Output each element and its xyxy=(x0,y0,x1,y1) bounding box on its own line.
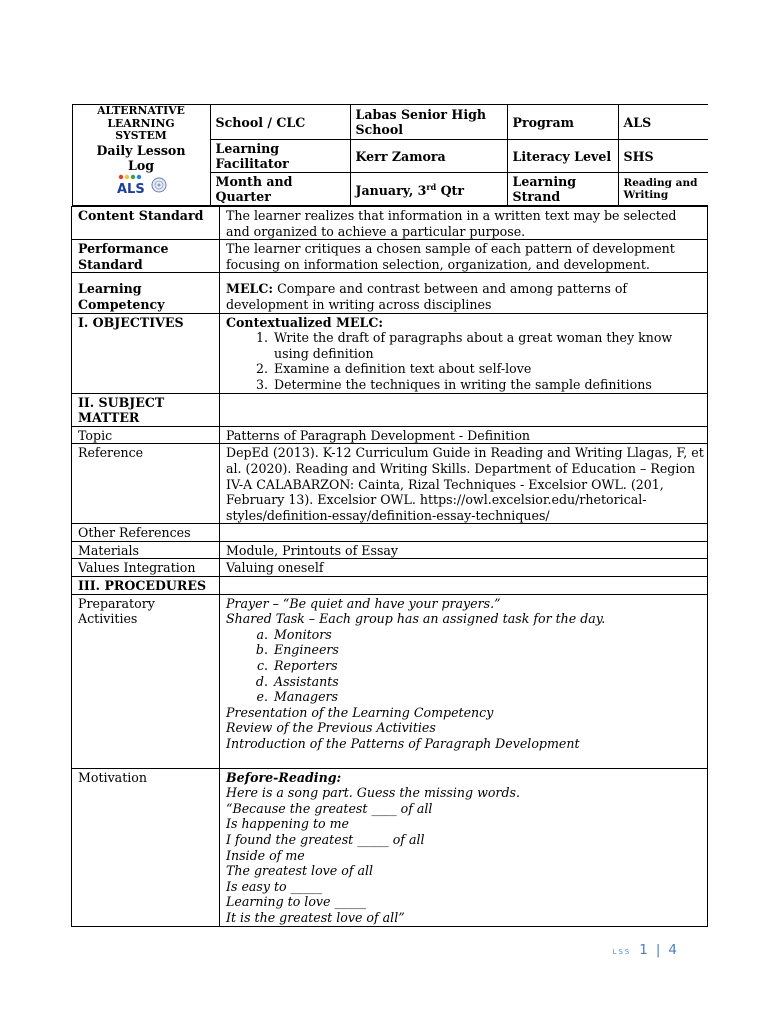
facilitator-label: Learning Facilitator xyxy=(210,140,350,173)
subject-matter-value xyxy=(220,393,708,426)
song-line: Is easy to _____ xyxy=(226,878,323,894)
reference-value: DepEd (2013). K-12 Curriculum Guide in Reading and Writing Llagas, F, et al. (2020). Reading and Writing Skills. Department of Education – Region IV-A CALABARZON: Cainta, Rizal Techniques - Excelsior OWL. (201, February 13). Excelsior OWL. https://owl.excelsior.edu/rhetorical-styles/definition-essay/definition-essay-techniques/ xyxy=(220,444,708,524)
competency-value: MELC: Compare and contrast between and among patterns of development in writing across disciplines xyxy=(220,273,708,313)
procedures-row xyxy=(72,577,708,595)
competency-label: Learning Competency xyxy=(72,273,220,313)
topic-value: Patterns of Paragraph Development - Definition xyxy=(220,426,708,444)
preparatory-value xyxy=(220,594,708,768)
objectives-heading: Contextualized MELC: xyxy=(226,314,384,330)
month-label: Month and Quarter xyxy=(210,173,350,206)
competency-row xyxy=(72,273,708,313)
preparatory-row xyxy=(72,594,708,768)
procedures-value xyxy=(220,577,708,595)
page-number: 1 xyxy=(639,942,648,958)
header-table xyxy=(72,104,708,206)
other-references-label: Other References xyxy=(72,524,220,542)
literacy-value: SHS xyxy=(618,140,708,173)
literacy-label: Literacy Level xyxy=(507,140,618,173)
strand-label: Learning Strand xyxy=(507,173,618,206)
school-label: School / CLC xyxy=(210,105,350,140)
objectives-value xyxy=(220,313,708,393)
log-line1: Daily Lesson xyxy=(96,142,186,158)
strand-value: Reading and Writing xyxy=(618,173,708,206)
header-row xyxy=(72,104,708,207)
performance-standard-row xyxy=(72,240,708,273)
song-line: It is the greatest love of all” xyxy=(226,910,405,925)
motivation-value xyxy=(220,768,708,926)
song-line: Is happening to me xyxy=(226,816,349,832)
song-line: “Because the greatest ____ of all xyxy=(226,800,433,816)
org-line3: SYSTEM xyxy=(115,129,167,142)
prayer-text: Prayer – “Be quiet and have your prayers.” xyxy=(226,595,501,611)
task-item: c. Reporters xyxy=(272,658,704,674)
motivation-heading: Before-Reading: xyxy=(226,769,342,785)
org-line2: LEARNING xyxy=(107,116,175,130)
page-total: 4 xyxy=(668,942,677,958)
school-value: Labas Senior High School xyxy=(350,105,507,140)
page-separator: | xyxy=(655,942,661,958)
objectives-label: I. OBJECTIVES xyxy=(72,313,220,393)
song-line: Learning to love _____ xyxy=(226,894,366,910)
month-value: January, 3rd Qtr xyxy=(350,173,507,206)
subject-matter-label: II. SUBJECT MATTER xyxy=(72,393,220,426)
motivation-label: Motivation xyxy=(72,768,220,926)
content-standard-row xyxy=(72,207,708,240)
objective-item: 3. Determine the techniques in writing the sample definitions xyxy=(272,377,704,393)
topic-label: Topic xyxy=(72,426,220,444)
materials-label: Materials xyxy=(72,541,220,559)
shared-task-text: Shared Task – Each group has an assigned task for the day. xyxy=(226,611,606,627)
objective-item: 1. Write the draft of paragraphs about a great woman they know using definition xyxy=(272,330,704,361)
song-line: I found the greatest _____ of all xyxy=(226,832,425,848)
review-text: Review of the Previous Activities xyxy=(226,720,436,736)
preparatory-label: Preparatory Activities xyxy=(72,594,220,768)
task-list xyxy=(226,627,704,705)
other-references-value xyxy=(220,524,708,542)
content-standard-value: The learner realizes that information in a written text may be selected and organized to achieve a particular purpose. xyxy=(220,207,708,240)
performance-standard-value: The learner critiques a chosen sample of each pattern of development focusing on information selection, organization, and development. xyxy=(220,240,708,273)
lesson-log-table xyxy=(71,104,708,927)
song-line: The greatest love of all xyxy=(226,863,374,879)
other-references-row xyxy=(72,524,708,542)
program-value: ALS xyxy=(618,105,708,140)
reference-label: Reference xyxy=(72,444,220,524)
values-row xyxy=(72,559,708,577)
values-label: Values Integration xyxy=(72,559,220,577)
values-value: Valuing oneself xyxy=(220,559,708,577)
als-logo-icon xyxy=(115,174,149,196)
presentation-text: Presentation of the Learning Competency xyxy=(226,704,494,720)
topic-row xyxy=(72,426,708,444)
materials-row xyxy=(72,541,708,559)
objectives-row xyxy=(72,313,708,393)
song-line: Inside of me xyxy=(226,847,305,863)
footer-initials: LSS xyxy=(612,948,632,956)
song-intro: Here is a song part. Guess the missing words. xyxy=(226,785,520,801)
task-item: d. Assistants xyxy=(272,674,704,690)
facilitator-value: Kerr Zamora xyxy=(350,140,507,173)
page-footer xyxy=(612,942,677,958)
deped-seal-icon xyxy=(151,177,167,193)
log-line2: Log xyxy=(127,157,155,173)
program-label: Program xyxy=(507,105,618,140)
performance-standard-label: Performance Standard xyxy=(72,240,220,273)
task-item: a. Monitors xyxy=(272,627,704,643)
org-line1: ALTERNATIVE xyxy=(97,104,185,117)
als-logo-text: ALS xyxy=(117,181,145,196)
logos xyxy=(75,174,208,196)
reference-row xyxy=(72,444,708,524)
task-item: e. Managers xyxy=(272,689,704,705)
subject-matter-row xyxy=(72,393,708,426)
procedures-label: III. PROCEDURES xyxy=(72,577,220,595)
objective-item: 2. Examine a definition text about self-love xyxy=(272,361,704,377)
task-item: b. Engineers xyxy=(272,642,704,658)
objectives-list xyxy=(226,330,704,392)
materials-value: Module, Printouts of Essay xyxy=(220,541,708,559)
title-block xyxy=(72,105,210,206)
introduction-text: Introduction of the Patterns of Paragraph Development xyxy=(226,736,580,751)
content-standard-label: Content Standard xyxy=(72,207,220,240)
motivation-row xyxy=(72,768,708,926)
